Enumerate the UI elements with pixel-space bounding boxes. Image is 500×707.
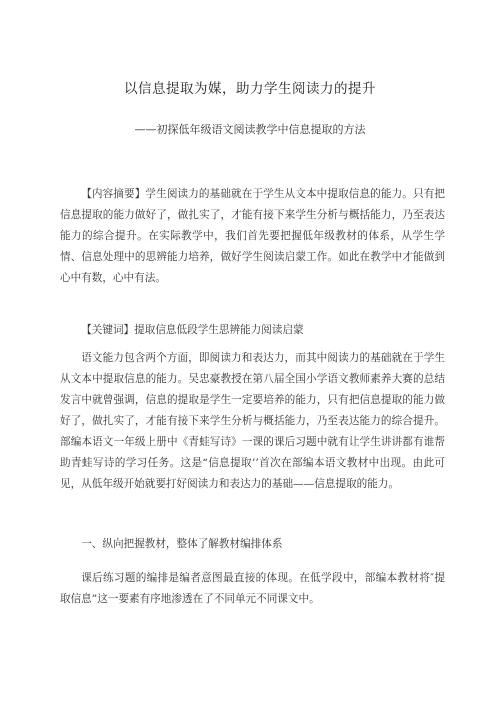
body-paragraph: 语文能力包含两个方面，即阅读力和表达力，而其中阅读力的基础就在于学生从文本中提取信息的能力。吴忠豪教授在第八届全国小学语文教师素养大赛的总结发言中就曾强调，信息的提取是学生一定要培养的能力，只有把信息提取的能力做好了，做扎实了，才能有接下来学生分析与概括能力，乃至表达能力的综合提升。部编本语文一年级上册中《青蛙写诗》一课的课后习题中就有让学生讲讲都有谁帮助青蛙写诗的学习任务。这是“信息提取’’首次在部编本语文教材中出现。由此可见，从低年级开始就要打好阅读力和表达力的基础——信息提取的能力。 bbox=[60, 352, 445, 490]
abstract-paragraph: 【内容摘要】学生阅读力的基础就在于学生从文本中提取信息的能力。只有把信息提取的能力做好了，做扎实了，才能有接下来学生分析与概括能力，乃至表达能力的综合提升。在实际教学中，我们首先要把握低年级教材的体系，从学生学情、信息处理中的思辨能力培养，做好学生阅读启蒙工作。如此在教学中才能做到心中有数，心中有法。 bbox=[60, 188, 445, 284]
document-title: 以信息提取为媒，助力学生阅读力的提升 bbox=[124, 81, 376, 97]
body-paragraph: 课后练习题的编排是编者意图最直接的体现。在低学段中，部编本教材将″提取信息”这一要素有序地渗透在了不同单元不同课文中。 bbox=[60, 572, 445, 605]
section-heading: 一、纵向把握教材，整体了解教材编排体系 bbox=[81, 538, 283, 550]
document-subtitle: ——初探低年级语文阅读教学中信息提取的方法 bbox=[134, 123, 366, 136]
keywords-paragraph: 【关键词】提取信息低段学生思辨能力阅读启蒙 bbox=[81, 324, 304, 336]
